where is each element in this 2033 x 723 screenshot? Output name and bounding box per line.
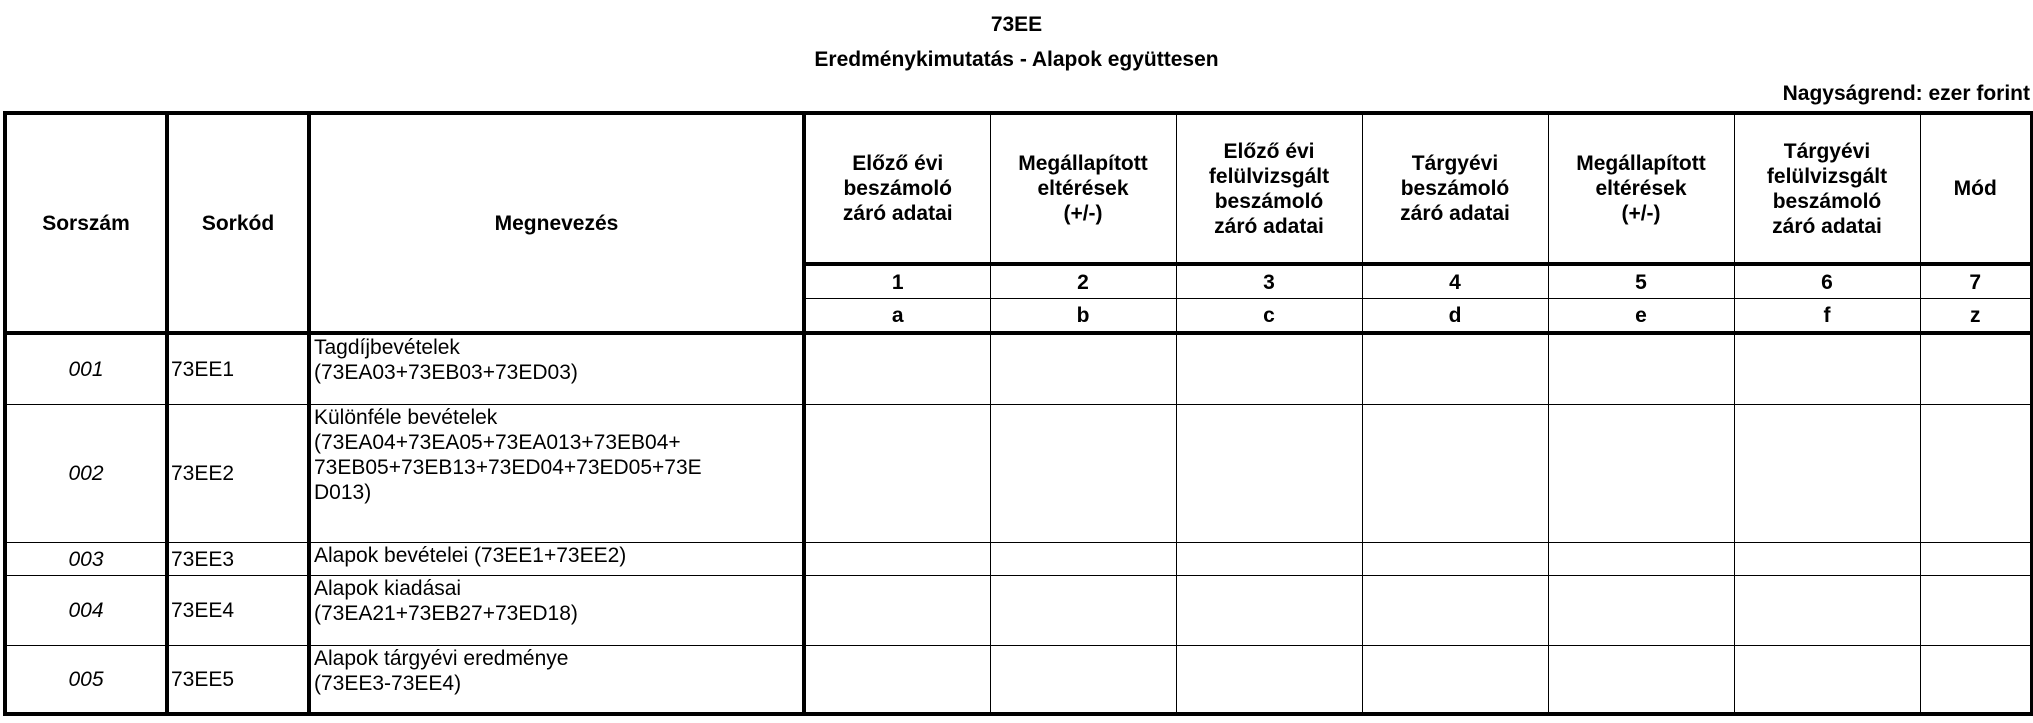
row-name [309,405,804,543]
value-cell[interactable] [990,543,1176,576]
value-cell[interactable] [990,576,1176,646]
income-statement-table [3,111,2033,716]
col-header-5-line: (+/-) [1621,202,1661,225]
col-header-3-line: felülvizsgált [1208,164,1330,188]
row-name-line: (73EA03+73EB03+73ED03) [314,361,578,384]
col-header-2-line: Megállapított [1018,152,1148,175]
col-header-3-line: beszámoló [1214,189,1324,213]
col-number-3: 3 [1176,264,1362,299]
value-cell[interactable] [804,646,990,715]
row-name-line: Alapok bevételei (73EE1+73EE2) [314,544,627,567]
row-name-line: Különféle bevételek [314,406,498,429]
col-header-7 [1920,113,2032,264]
value-cell[interactable] [1920,646,2032,715]
row-name-line: (73EE3-73EE4) [314,672,462,695]
value-cell[interactable] [1548,576,1734,646]
table-row [5,405,2032,543]
row-serial: 002 [5,405,167,543]
col-number-6: 6 [1734,264,1920,299]
col-header-5-line: eltérések [1595,177,1687,200]
col-header-1-line: beszámoló [843,177,953,200]
col-header-2-line: (+/-) [1063,202,1103,225]
col-header-name: Megnevezés [309,113,804,333]
col-header-2 [990,113,1176,264]
col-header-2-line: eltérések [1037,177,1129,200]
value-cell[interactable] [1362,333,1548,405]
value-cell[interactable] [1362,405,1548,543]
col-header-5-line: Megállapított [1576,152,1706,175]
value-cell[interactable] [1362,543,1548,576]
row-name-line: Alapok kiadásai [314,577,462,600]
col-header-1-line: Előző évi [852,152,944,175]
value-cell[interactable] [1920,576,2032,646]
col-header-5 [1548,113,1734,264]
col-header-6-line: felülvizsgált [1766,164,1888,188]
col-header-4 [1362,113,1548,264]
col-letter-d: d [1362,299,1548,334]
row-serial: 004 [5,576,167,646]
col-header-4-line: beszámoló [1400,177,1510,200]
value-cell[interactable] [1362,576,1548,646]
table-row [5,646,2032,715]
col-letter-z: z [1920,299,2032,334]
value-cell[interactable] [1734,333,1920,405]
value-cell[interactable] [1176,405,1362,543]
col-letter-e: e [1548,299,1734,334]
value-cell[interactable] [1920,405,2032,543]
value-cell[interactable] [1734,543,1920,576]
value-cell[interactable] [1548,405,1734,543]
col-letter-b: b [990,299,1176,334]
row-code: 73EE3 [167,543,309,576]
col-letter-c: c [1176,299,1362,334]
value-cell[interactable] [1734,405,1920,543]
row-name [309,543,804,576]
row-serial: 005 [5,646,167,715]
table-row [5,576,2032,646]
col-header-3-line: Előző évi [1223,139,1315,163]
table-row [5,543,2032,576]
col-letter-a: a [804,299,990,334]
row-name-line: 73EB05+73EB13+73ED04+73ED05+73E [314,456,702,479]
col-number-4: 4 [1362,264,1548,299]
row-name-line: (73EA21+73EB27+73ED18) [314,602,578,625]
value-cell[interactable] [1176,576,1362,646]
row-code: 73EE5 [167,646,309,715]
value-cell[interactable] [1734,646,1920,715]
col-header-serial: Sorszám [5,113,167,333]
table-row [5,333,2032,405]
col-header-4-line: Tárgyévi [1411,152,1499,175]
row-serial: 003 [5,543,167,576]
value-cell[interactable] [804,405,990,543]
col-number-2: 2 [990,264,1176,299]
unit-note: Nagyságrend: ezer forint [1782,82,2030,105]
row-name [309,333,804,405]
row-name-line: Tagdíjbevételek [314,336,460,359]
row-name [309,646,804,715]
col-header-3-line: záró adatai [1214,214,1324,238]
value-cell[interactable] [1176,646,1362,715]
col-header-6 [1734,113,1920,264]
value-cell[interactable] [1920,543,2032,576]
report-title: Eredménykimutatás - Alapok együttesen [814,48,1219,71]
value-cell[interactable] [990,333,1176,405]
col-header-code: Sorkód [167,113,309,333]
row-name-line: (73EA04+73EA05+73EA013+73EB04+ [314,431,681,454]
col-header-6-line: záró adatai [1772,214,1882,238]
value-cell[interactable] [1176,333,1362,405]
value-cell[interactable] [804,543,990,576]
col-letter-f: f [1734,299,1920,334]
col-number-1: 1 [804,264,990,299]
col-header-6-line: beszámoló [1772,189,1882,213]
value-cell[interactable] [1734,576,1920,646]
row-name [309,576,804,646]
value-cell[interactable] [1920,333,2032,405]
col-header-1-line: záró adatai [842,202,953,225]
row-name-line: Alapok tárgyévi eredménye [314,647,569,670]
value-cell[interactable] [804,576,990,646]
row-code: 73EE4 [167,576,309,646]
col-header-4-line: záró adatai [1400,202,1510,225]
col-number-5: 5 [1548,264,1734,299]
value-cell[interactable] [990,405,1176,543]
value-cell[interactable] [804,333,990,405]
col-header-6-line: Tárgyévi [1783,139,1871,163]
value-cell[interactable] [1548,646,1734,715]
value-cell[interactable] [990,646,1176,715]
value-cell[interactable] [1548,543,1734,576]
row-name-line: D013) [314,481,372,504]
col-header-1 [804,113,990,264]
row-code: 73EE1 [167,333,309,405]
col-header-3 [1176,113,1362,264]
row-serial: 001 [5,333,167,405]
value-cell[interactable] [1362,646,1548,715]
row-code: 73EE2 [167,405,309,543]
col-number-7: 7 [1920,264,2032,299]
col-header-7-line: Mód [1953,177,1997,200]
value-cell[interactable] [1548,333,1734,405]
report-code: 73EE [990,13,1043,36]
value-cell[interactable] [1176,543,1362,576]
